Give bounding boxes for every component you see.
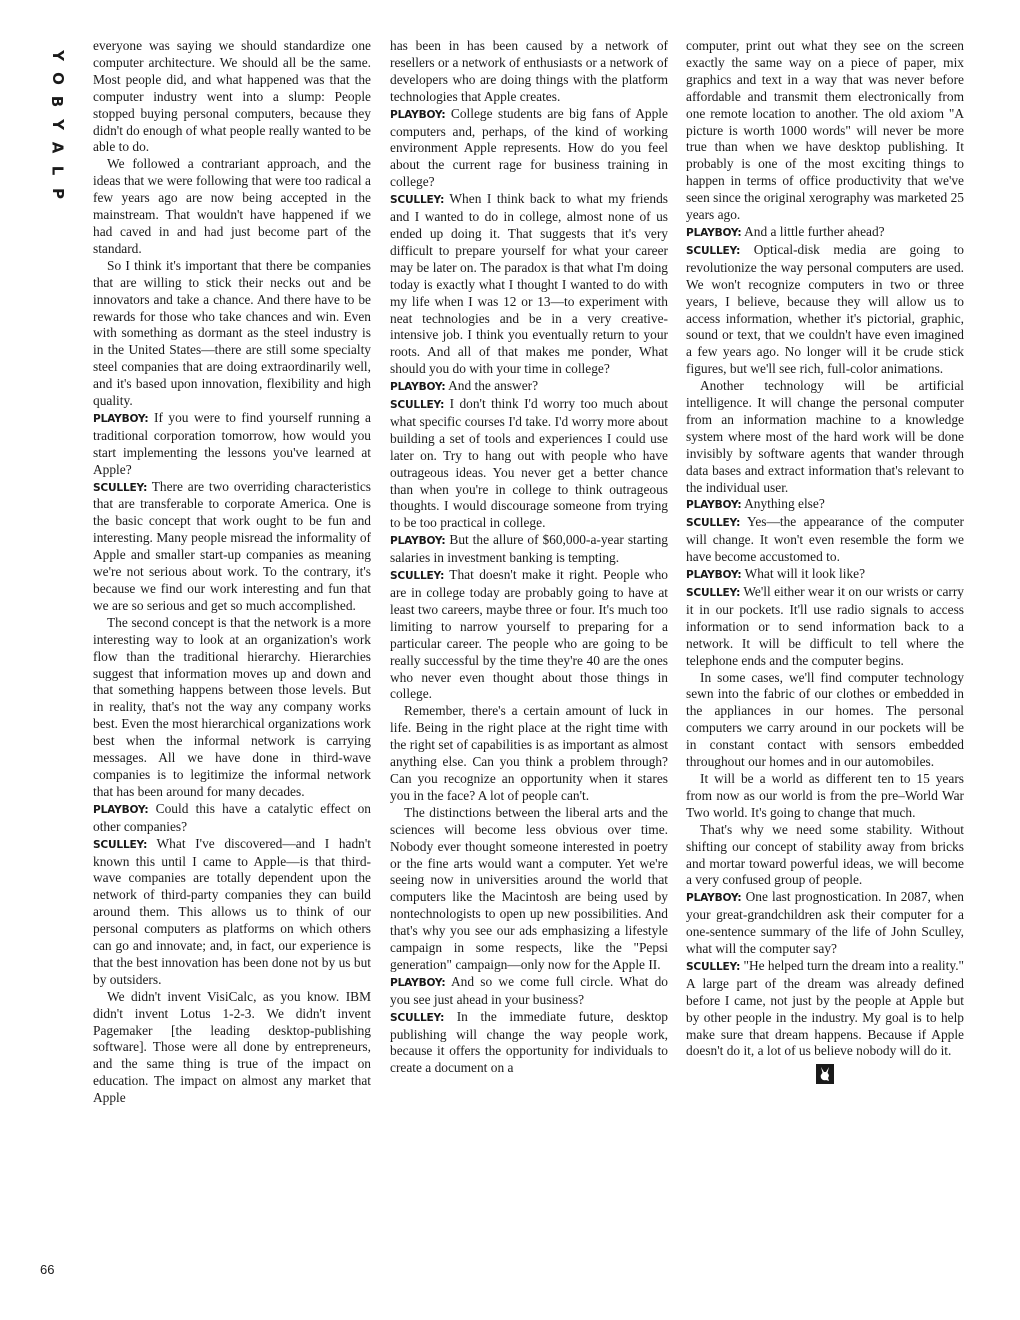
qa-paragraph bbox=[390, 567, 668, 703]
text-column-3 bbox=[686, 38, 964, 1084]
qa-paragraph bbox=[93, 479, 371, 615]
body-paragraph bbox=[390, 38, 668, 106]
playboy-vertical-masthead bbox=[44, 44, 70, 205]
qa-paragraph bbox=[390, 396, 668, 532]
paragraph-text: Optical-disk media are going to revolutionize the way personal computers are used. We won't recognize computers in two or three years, I believe, because they will allow us to access information, whether it's pictorial, graphic, sound or text, that we couldn't have even imagined a few years ago. No longer will it be crude stick figures, but we'll see rich, full-color animations. bbox=[686, 241, 964, 377]
masthead-letter: O bbox=[48, 72, 67, 85]
qa-paragraph bbox=[686, 958, 964, 1060]
paragraph-text: Another technology will be artificial intelligence. It will change the personal computer from an information machine to a knowledge system where most of the hard work will be done invisibly by software agents that wander through data bases and extract information that's relevant to the individual user. bbox=[686, 378, 964, 495]
paragraph-text: The distinctions between the liberal arts and the sciences will become less obvious over time. Nobody ever thought someone interested in poetry or the fine arts would want a computer. Yet we're seeing now in universities around the world that computers like the Macintosh are being used by nontechnologists to open up new possibilities. And that's why you see our ads emphasizing a lifestyle campaign in some respects, like the "Pepsi generation" campaign—only now for the Apple II. bbox=[390, 804, 668, 972]
qa-paragraph bbox=[390, 378, 668, 396]
speaker-label: SCULLEY: bbox=[390, 399, 445, 412]
paragraph-text: One last prognostication. In 2087, when your great-grandchildren ask their computer for a one-sentence summary of the life of John Sculley, what will the computer say? bbox=[686, 889, 964, 957]
paragraph-text: In the immediate future, desktop publishing will change the way people work, because it offers the opportunity for individuals to create a document on a bbox=[390, 1008, 668, 1076]
qa-paragraph bbox=[686, 496, 964, 514]
paragraph-text: has been in has been caused by a network of resellers or a network of enthusiasts or a network of developers who are doing things with the platform technologies that Apple creates. bbox=[390, 38, 668, 104]
speaker-label: PLAYBOY: bbox=[93, 412, 149, 425]
qa-paragraph bbox=[390, 106, 668, 192]
body-paragraph bbox=[686, 822, 964, 890]
body-paragraph bbox=[93, 258, 371, 410]
paragraph-text: But the allure of $60,000-a-year starting salaries in investment banking is tempting. bbox=[390, 532, 668, 566]
paragraph-text: We followed a contrariant approach, and the ideas that we were following that were too radical a few years ago are now being accepted in the mainstream. That wouldn't have happened if we had caved in and had just become part of the standard. bbox=[93, 156, 371, 256]
masthead-letter: Y bbox=[48, 50, 67, 61]
qa-paragraph bbox=[686, 566, 964, 584]
masthead-letter: Y bbox=[48, 119, 67, 130]
paragraph-text: We'll either wear it on our wrists or carry it in our pockets. It'll use radio signals to access information or to send information back to a network. It will be difficult to tell where the telephone ends and the computer begins. bbox=[686, 584, 964, 668]
masthead-letter: A bbox=[48, 141, 67, 154]
paragraph-text: There are two overriding characteristics that are transferable to corporate America. One is the basic concept that work ought to be fun and interesting. Many people misread the informality of Apple and smaller start-up companies as meaning we're not serious about work. To the contrary, it's because we find our work interesting and fun that we are so serious and get so much accomplished. bbox=[93, 478, 371, 613]
body-paragraph bbox=[686, 378, 964, 496]
paragraph-text: It will be a world as different ten to 15 years from now as our world is from the pre–World War Two world. It's going to change that much. bbox=[686, 770, 964, 820]
body-paragraph bbox=[390, 703, 668, 804]
body-paragraph bbox=[390, 805, 668, 974]
rabbit-head-end-mark-icon bbox=[816, 1064, 834, 1084]
speaker-label: SCULLEY: bbox=[390, 570, 445, 583]
paragraph-text: College students are big fans of Apple computers and, perhaps, of the kind of working environment Apple represents. How do you feel about the current rage for business training in college? bbox=[390, 105, 668, 190]
qa-paragraph bbox=[686, 889, 964, 958]
paragraph-text: And the answer? bbox=[448, 378, 539, 394]
paragraph-text: I don't think I'd worry too much about what specific courses I'd take. I'd worry more about building a set of tools and experiences I could use later on. Try to hang out with people who have outrageous ideas. You never get a better chance than when you're in college to think outrageous thoughts. I would discourage someone from trying to be too practical in college. bbox=[390, 396, 668, 531]
paragraph-text: Anything else? bbox=[744, 496, 825, 512]
paragraph-text: "He helped turn the dream into a reality." A large part of the dream was already defined before I came, not just by the people at Apple but by other people in the industry. My goal is to help make sure that dream happens. Because if Apple doesn't do it, a lot of us believe nobody will do it. bbox=[686, 957, 965, 1059]
qa-paragraph bbox=[686, 584, 964, 670]
paragraph-text: If you were to find yourself running a traditional corporation tomorrow, how would you start implementing the lessons you've learned at Apple? bbox=[93, 409, 371, 477]
text-column-2 bbox=[390, 38, 668, 1077]
speaker-label: SCULLEY: bbox=[93, 838, 148, 851]
paragraph-text: What will it look like? bbox=[744, 566, 866, 582]
qa-paragraph bbox=[93, 410, 371, 479]
qa-paragraph bbox=[93, 836, 371, 989]
body-paragraph bbox=[686, 771, 964, 822]
qa-paragraph bbox=[390, 191, 668, 378]
paragraph-text: That's why we need some stability. Without shifting our concept of stability away from bricks and mortar toward powerful ideas, we will become a very confused group of people. bbox=[686, 821, 964, 888]
paragraph-text: Yes—the appearance of the computer will change. It won't even resemble the form we have become accustomed to. bbox=[686, 514, 964, 565]
body-paragraph bbox=[93, 989, 371, 1107]
paragraph-text: What I've discovered—and I hadn't known this until I came to Apple—is that third-wave companies are totally dependent upon the network of third-party companies they can build around them. This allows us to think of our personal computers as platforms on which others can go and innovate; and, in fact, our experience is that the best innovation has been done not by us but by outsiders. bbox=[93, 835, 371, 987]
body-paragraph bbox=[93, 38, 371, 156]
speaker-label: PLAYBOY: bbox=[686, 226, 742, 239]
paragraph-text: And so we come full circle. What do you see just ahead in your business? bbox=[390, 973, 668, 1007]
body-paragraph bbox=[686, 38, 964, 224]
qa-paragraph bbox=[686, 514, 964, 566]
speaker-label: PLAYBOY: bbox=[390, 535, 446, 548]
body-paragraph bbox=[686, 670, 964, 771]
speaker-label: PLAYBOY: bbox=[390, 976, 446, 989]
qa-paragraph bbox=[390, 1009, 668, 1078]
qa-paragraph bbox=[686, 242, 964, 378]
paragraph-text: Could this have a catalytic effect on other companies? bbox=[93, 800, 371, 834]
text-column-1 bbox=[93, 38, 371, 1107]
speaker-label: PLAYBOY: bbox=[686, 569, 742, 582]
speaker-label: SCULLEY: bbox=[686, 517, 741, 530]
qa-paragraph bbox=[390, 974, 668, 1009]
qa-paragraph bbox=[686, 224, 964, 242]
speaker-label: SCULLEY: bbox=[390, 194, 445, 207]
qa-paragraph bbox=[390, 532, 668, 567]
masthead-letter: P bbox=[48, 188, 67, 199]
paragraph-text: When I think back to what my friends and I wanted to do in college, almost none of us ended up doing it. That suggests that it's very difficult to prepare yourself for what your career may be later on. The paradox is that what I'm doing today is exactly what I thought I wanted to do with my life when I was 12 or 13—to experiment with neat technologies and be in a very creative-intensive job. I think you eventually return to your roots. And all of that makes me ponder, What should you do with your time in college? bbox=[390, 191, 668, 377]
qa-paragraph bbox=[93, 801, 371, 836]
masthead-letter: L bbox=[48, 165, 67, 176]
paragraph-text: That doesn't make it right. People who are in college today are probably going to have at least two careers, maybe three or four. It's much too limiting to narrow yourself to preparing for a particular career. The people who are going to be really successful by the time they're 40 are the ones who never even thought about those things in college. bbox=[390, 567, 668, 702]
paragraph-text: Remember, there's a certain amount of luck in life. Being in the right place at the right time with the right set of capabilities is as important as almost anything else. Can you think a problem through? Can you recognize an opportunity when it stares you in the face? A lot of people can't. bbox=[390, 703, 668, 803]
speaker-label: SCULLEY: bbox=[686, 244, 741, 257]
paragraph-text: So I think it's important that there be companies that are willing to stick their necks out and be innovators and take a chance. And there have to be rewards for those who take chances and win. Even with something as dormant as the steel industry is in the United States—there are still some specialty steel companies that are doing extraordinarily well, and it's based upon innovation, flexibility and high quality. bbox=[93, 257, 371, 409]
speaker-label: PLAYBOY: bbox=[686, 499, 742, 512]
speaker-label: SCULLEY: bbox=[686, 587, 741, 599]
speaker-label: PLAYBOY: bbox=[93, 803, 149, 816]
speaker-label: PLAYBOY: bbox=[390, 108, 446, 121]
paragraph-text: And a little further ahead? bbox=[744, 223, 885, 239]
paragraph-text: We didn't invent VisiCalc, as you know. IBM didn't invent Lotus 1-2-3. We didn't invent Pagemaker [the leading desktop-publishing software]. Those were all done by entrepreneurs, and the same thing is true of the impact on education. The impact on almost any market that Apple bbox=[93, 988, 371, 1106]
speaker-label: PLAYBOY: bbox=[686, 892, 742, 905]
page-number: 66 bbox=[40, 1262, 55, 1277]
body-paragraph bbox=[93, 615, 371, 801]
paragraph-text: In some cases, we'll find computer technology sewn into the fabric of our clothes or embedded in the appliances in our homes. The personal computers we carry around in our pockets will be in constant contact with sensors embedded throughout our homes and in our automobiles. bbox=[686, 669, 964, 770]
speaker-label: SCULLEY: bbox=[686, 960, 741, 973]
speaker-label: SCULLEY: bbox=[93, 481, 148, 494]
paragraph-text: The second concept is that the network is a more interesting way to look at an organization's work flow than the traditional hierarchy. Hierarchies suggest that information moves up and down and that something happens between those levels. But in reality, that's not the way any company works best. Even the most hierarchical organizations work best when the informal network is carrying messages. All we have done in third-wave companies is to legitimize the informal network that has been around for many decades. bbox=[93, 614, 371, 799]
paragraph-text: everyone was saying we should standardize one computer architecture. We should all be the same. Most people did, and what happened was that the computer industry went into a slump: People stopped buying personal computers, because they didn't do enough of what people really wanted to be able to do. bbox=[93, 38, 371, 155]
speaker-label: PLAYBOY: bbox=[390, 381, 446, 394]
masthead-letter: B bbox=[48, 95, 67, 108]
paragraph-text: computer, print out what they see on the screen exactly the same way on a piece of paper, mix graphics and text in a way that was never before affordable and transmit them electronically from one remote location to another. The old axiom "A picture is worth 1000 words" will never be more true than when we have desktop publishing. It probably is one of the most exciting things to happen in terms of office productivity that we've seen since the original xerography was marketed 25 years ago. bbox=[686, 38, 964, 223]
body-paragraph bbox=[93, 156, 371, 257]
speaker-label: SCULLEY: bbox=[390, 1011, 445, 1024]
